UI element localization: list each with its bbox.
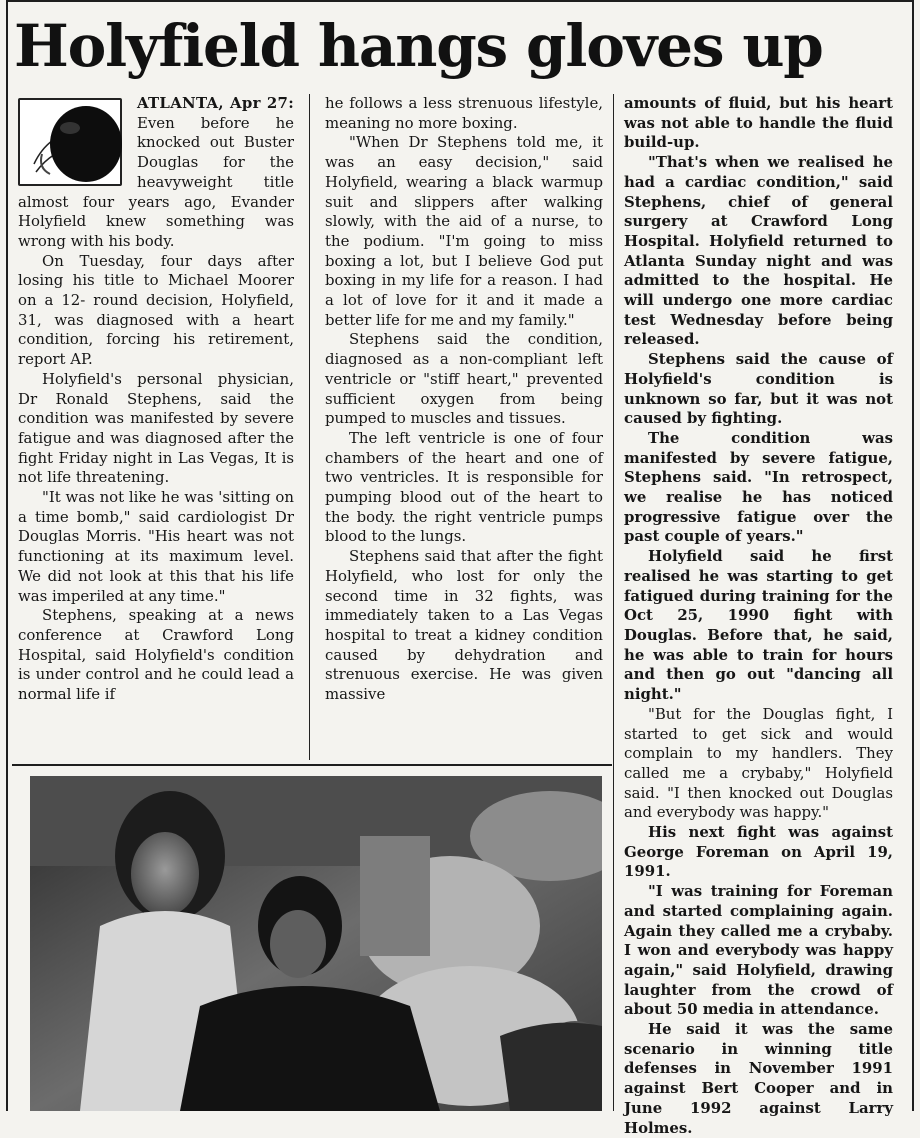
article-paragraph: Stephens said the cause of Holyfield's condition is unknown so far, but it was not caused by fighting. — [624, 350, 893, 428]
article-paragraph: "It was not like he was 'sitting on a time bomb," said cardiologist Dr Douglas Morris. "His heart was not functioning at its maximum level. We did not look at this that his life was imperiled at any time." — [18, 488, 294, 605]
page-frame-left — [6, 0, 8, 1111]
article-paragraph: His next fight was against George Foreman on April 19, 1991. — [624, 823, 893, 881]
article-paragraph: On Tuesday, four days after losing his title to Michael Moorer on a 12- round decision, Holyfield, 31, was diagnosed with a heart condition, forcing his retirement, report AP. — [18, 251, 294, 369]
page-frame-top — [6, 0, 914, 2]
article-paragraph: "That's when we realised he had a cardiac condition," said Stephens, chief of general surgery at Crawford Long Hospital. Holyfield returned to Atlanta Sunday night and was admitted to the hospital. He will undergo one more cardiac test Wednesday before being released. — [624, 153, 893, 349]
article-paragraph: "But for the Douglas fight, I started to get sick and would complain to my handlers. They called me a crybaby," Holyfield said. "I then knocked out Douglas and everybody was happy." — [624, 704, 893, 822]
article-paragraph: The left ventricle is one of four chambers of the heart and one of two ventricles. It is responsible for pumping blood out of the heart to the body. the right ventricle pumps blood to the lungs. — [325, 428, 603, 546]
article-paragraph: He said it was the same scenario in winning title defenses in November 1991 against Bert Cooper and in June 1992 against Larry Holmes. — [624, 1020, 893, 1137]
article-paragraph: "I was training for Foreman and started complaining again. Again they called me a crybaby. I won and everybody was happy again," said Holyfield, drawing laughter from the crowd of about 50 media in attendance. — [624, 882, 893, 1019]
article-paragraph: Stephens, speaking at a news conference at Crawford Long Hospital, said Holyfield's condition is under control and he could lead a normal life if — [18, 606, 294, 704]
article-column-1 — [18, 94, 294, 705]
article-paragraph: Stephens said that after the fight Holyfield, who lost for only the second time in 32 fights, was immediately taken to a Las Vegas hospital to treat a kidney condition caused by dehydration and strenuous exercise. He was given massive — [325, 547, 603, 704]
article-paragraph: Holyfield's personal physician, Dr Ronald Stephens, said the condition was manifested by severe fatigue and was diagnosed after the fight Friday night in Las Vegas, It is not life threatening. — [18, 369, 294, 487]
column-divider — [309, 94, 310, 760]
article-paragraph: Holyfield said he first realised he was starting to get fatigued during training for the Oct 25, 1990 fight with Douglas. Before that, he said, he was able to train for hours and then go out "dancing all night." — [624, 547, 893, 704]
article-paragraph: The condition was manifested by severe fatigue, Stephens said. "In retrospect, we realise he has noticed progressive fatigue over the past couple of years." — [624, 428, 893, 546]
news-photo — [30, 776, 602, 1111]
headline: Holyfield hangs gloves up — [14, 12, 823, 80]
article-column-2 — [325, 94, 603, 705]
article-paragraph: "When Dr Stephens told me, it was an easy decision," said Holyfield, wearing a black warmup suit and slippers after walking slowly, with the aid of a nurse, to the podium. "I'm going to miss boxing a lot, but I believe God put boxing in my life for a reason. I had a lot of love for it and it made a better life for me and my family." — [325, 133, 603, 329]
photo-top-rule — [12, 764, 612, 766]
article-column-3 — [624, 94, 893, 1138]
article-paragraph: amounts of fluid, but his heart was not able to handle the fluid build-up. — [624, 94, 893, 152]
bullet-logo — [18, 94, 129, 190]
article-paragraph: Stephens said the condition, diagnosed as a non-compliant left ventricle or "stiff heart," prevented sufficient oxygen from being pumped to muscles and tissues. — [325, 330, 603, 428]
page-frame-right — [912, 0, 914, 1111]
boxing-glove-icon — [28, 94, 124, 190]
dateline: ATLANTA, Apr 27: — [137, 94, 294, 112]
column-divider — [613, 94, 614, 1111]
article-paragraph: he follows a less strenuous lifestyle, meaning no more boxing. — [325, 94, 603, 132]
article-paragraph: Even before he knocked out Buster Douglas for the heavyweight title almost four years ago, Evander Holyfield knew something was wrong with his body. — [18, 113, 294, 250]
